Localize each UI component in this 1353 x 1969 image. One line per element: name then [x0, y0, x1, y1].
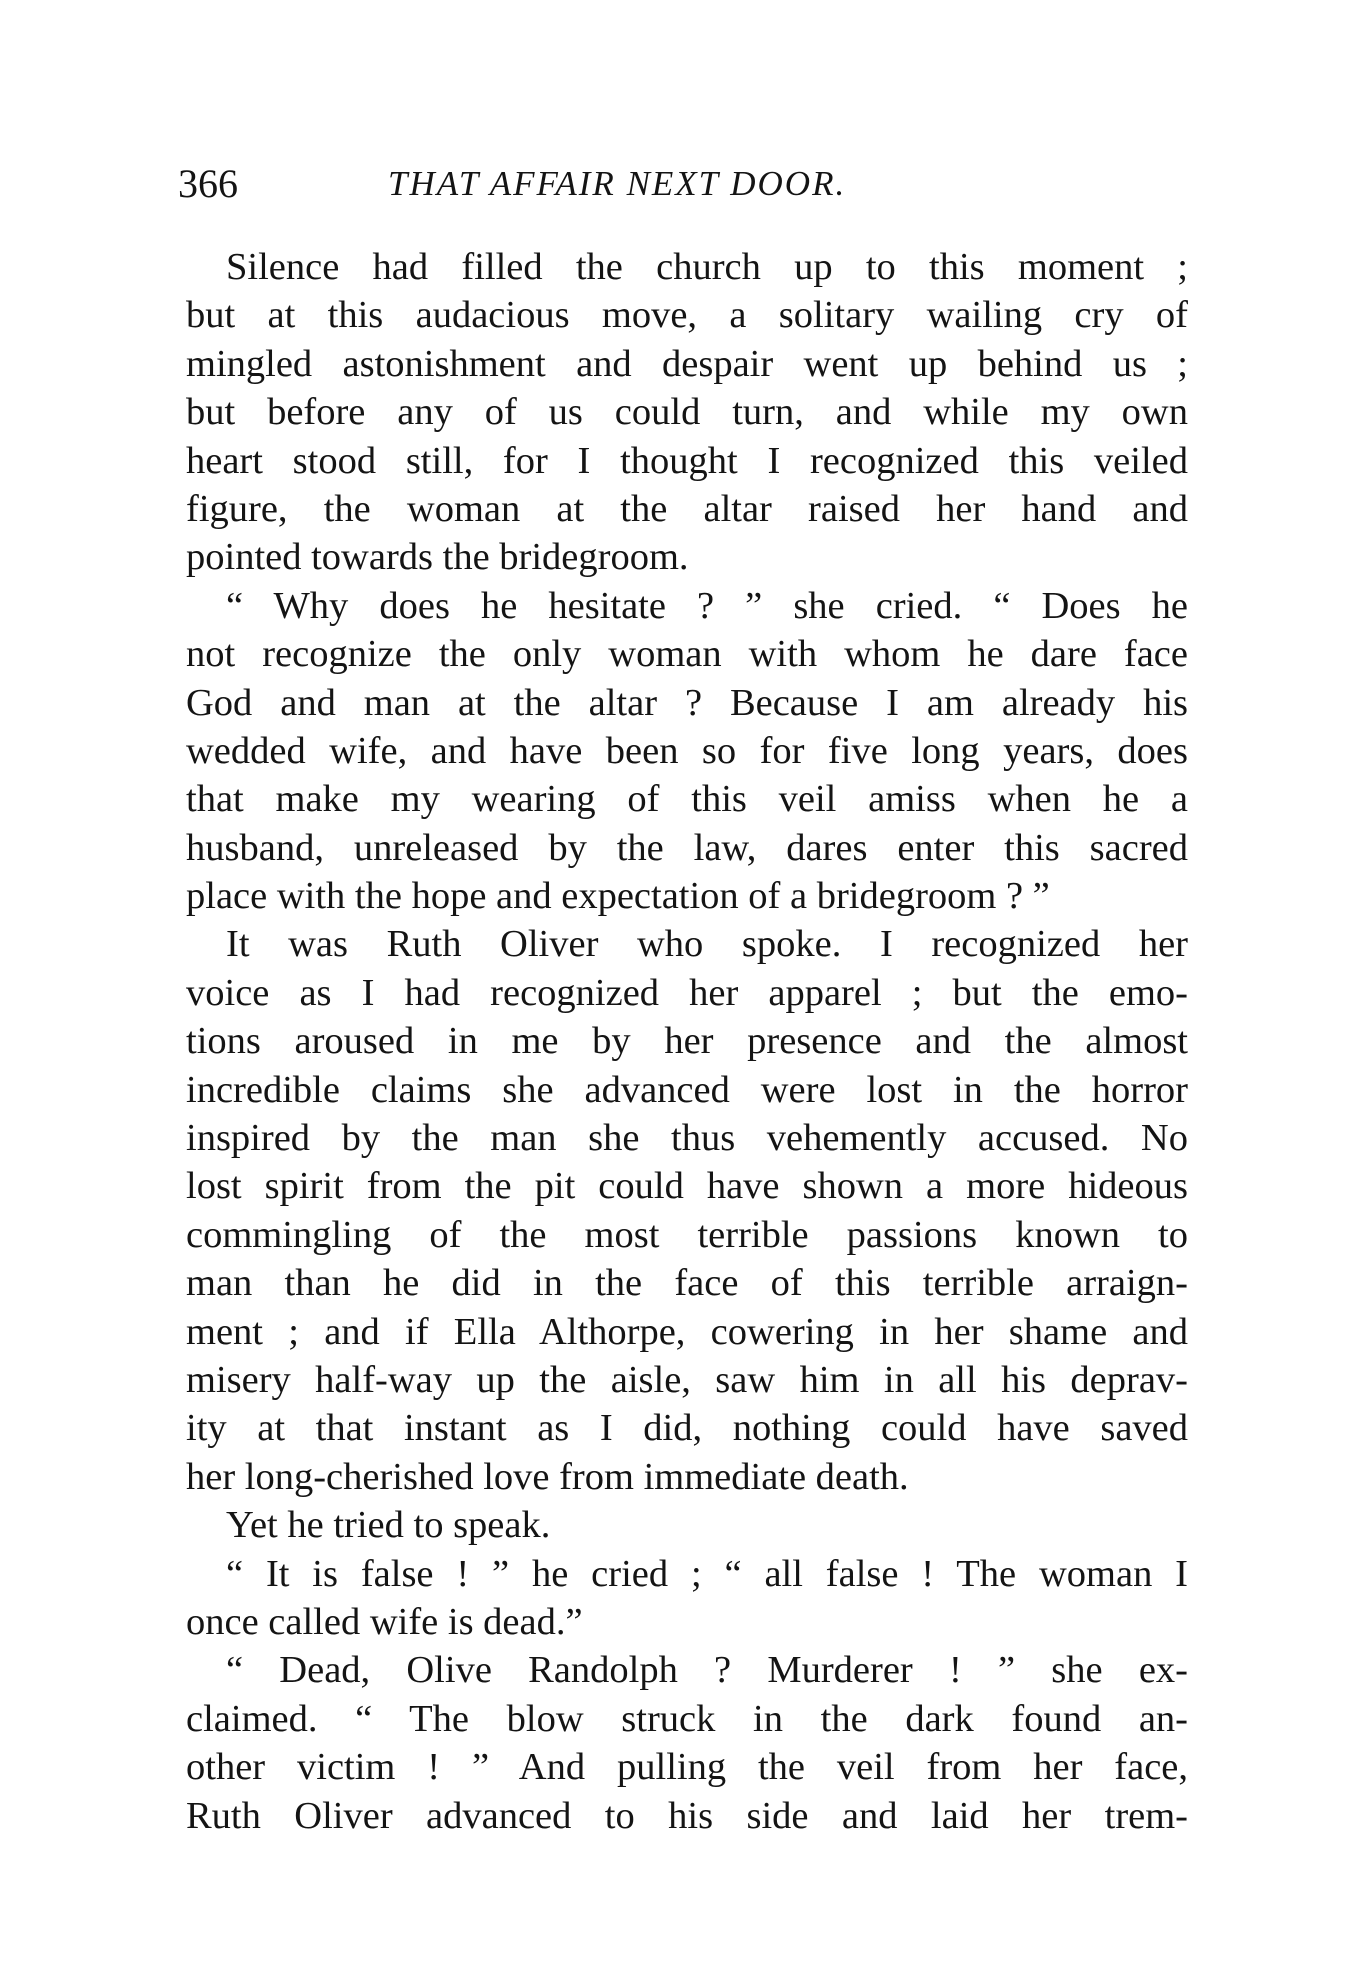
text-line: her long-cherished love from immediate death. — [186, 1455, 909, 1498]
paragraph — [186, 1646, 1188, 1840]
text-line: “ It is false ! ” he cried ; “ all false ! The woman I — [226, 1552, 1188, 1595]
text-line: incredible claims she advanced were lost in the horror — [186, 1068, 1188, 1111]
text-line: but at this audacious move, a solitary wailing cry of — [186, 294, 1188, 337]
text-line: voice as I had recognized her apparel ; but the emo- — [186, 971, 1188, 1014]
text-line: once called wife is dead.” — [186, 1600, 583, 1643]
text-line: but before any of us could turn, and while my own — [186, 391, 1188, 434]
text-line: lost spirit from the pit could have shown a more hideous — [186, 1165, 1188, 1208]
text-line: Ruth Oliver advanced to his side and laid her trem- — [186, 1794, 1188, 1837]
text-line: misery half-way up the aisle, saw him in all his deprav- — [186, 1358, 1188, 1401]
page-number: 366 — [178, 161, 238, 206]
text-line: other victim ! ” And pulling the veil from her face, — [186, 1746, 1188, 1789]
text-line: Silence had filled the church up to this moment ; — [226, 246, 1188, 288]
paragraph — [186, 920, 1188, 1501]
text-line: tions aroused in me by her presence and the almost — [186, 1020, 1188, 1063]
text-line: ity at that instant as I did, nothing could have saved — [186, 1407, 1188, 1450]
text-line: Yet he tried to speak. — [226, 1504, 551, 1547]
text-line: claimed. “ The blow struck in the dark found an- — [186, 1697, 1188, 1740]
page-header — [178, 158, 1188, 210]
text-line: wedded wife, and have been so for five long years, does — [186, 729, 1188, 772]
text-line: “ Why does he hesitate ? ” she cried. “ Does he — [226, 584, 1188, 627]
text-line: heart stood still, for I thought I recognized this veiled — [186, 439, 1188, 482]
paragraph — [186, 243, 1188, 582]
running-title: THAT AFFAIR NEXT DOOR. — [388, 164, 847, 203]
text-line: mingled astonishment and despair went up behind us ; — [186, 342, 1188, 385]
text-line: ment ; and if Ella Althorpe, cowering in her shame and — [186, 1310, 1188, 1353]
text-line: place with the hope and expectation of a bridegroom ? ” — [186, 875, 1050, 918]
paragraph — [186, 1550, 1188, 1647]
text-line: figure, the woman at the altar raised her hand and — [186, 487, 1188, 530]
paragraph — [186, 1501, 1188, 1549]
text-line: that make my wearing of this veil amiss when he a — [186, 778, 1188, 821]
text-line: husband, unreleased by the law, dares enter this sacred — [186, 826, 1188, 869]
text-line: “ Dead, Olive Randolph ? Murderer ! ” she ex- — [226, 1649, 1188, 1692]
text-line: God and man at the altar ? Because I am already his — [186, 681, 1188, 724]
paragraph — [186, 582, 1188, 921]
text-line: commingling of the most terrible passions known to — [186, 1213, 1188, 1256]
body-text — [186, 243, 1188, 1840]
text-line: man than he did in the face of this terrible arraign- — [186, 1262, 1188, 1305]
text-line: It was Ruth Oliver who spoke. I recognized her — [226, 923, 1188, 966]
text-line: inspired by the man she thus vehemently accused. No — [186, 1117, 1188, 1160]
text-line: pointed towards the bridegroom. — [186, 536, 689, 579]
text-line: not recognize the only woman with whom he dare face — [186, 633, 1188, 676]
